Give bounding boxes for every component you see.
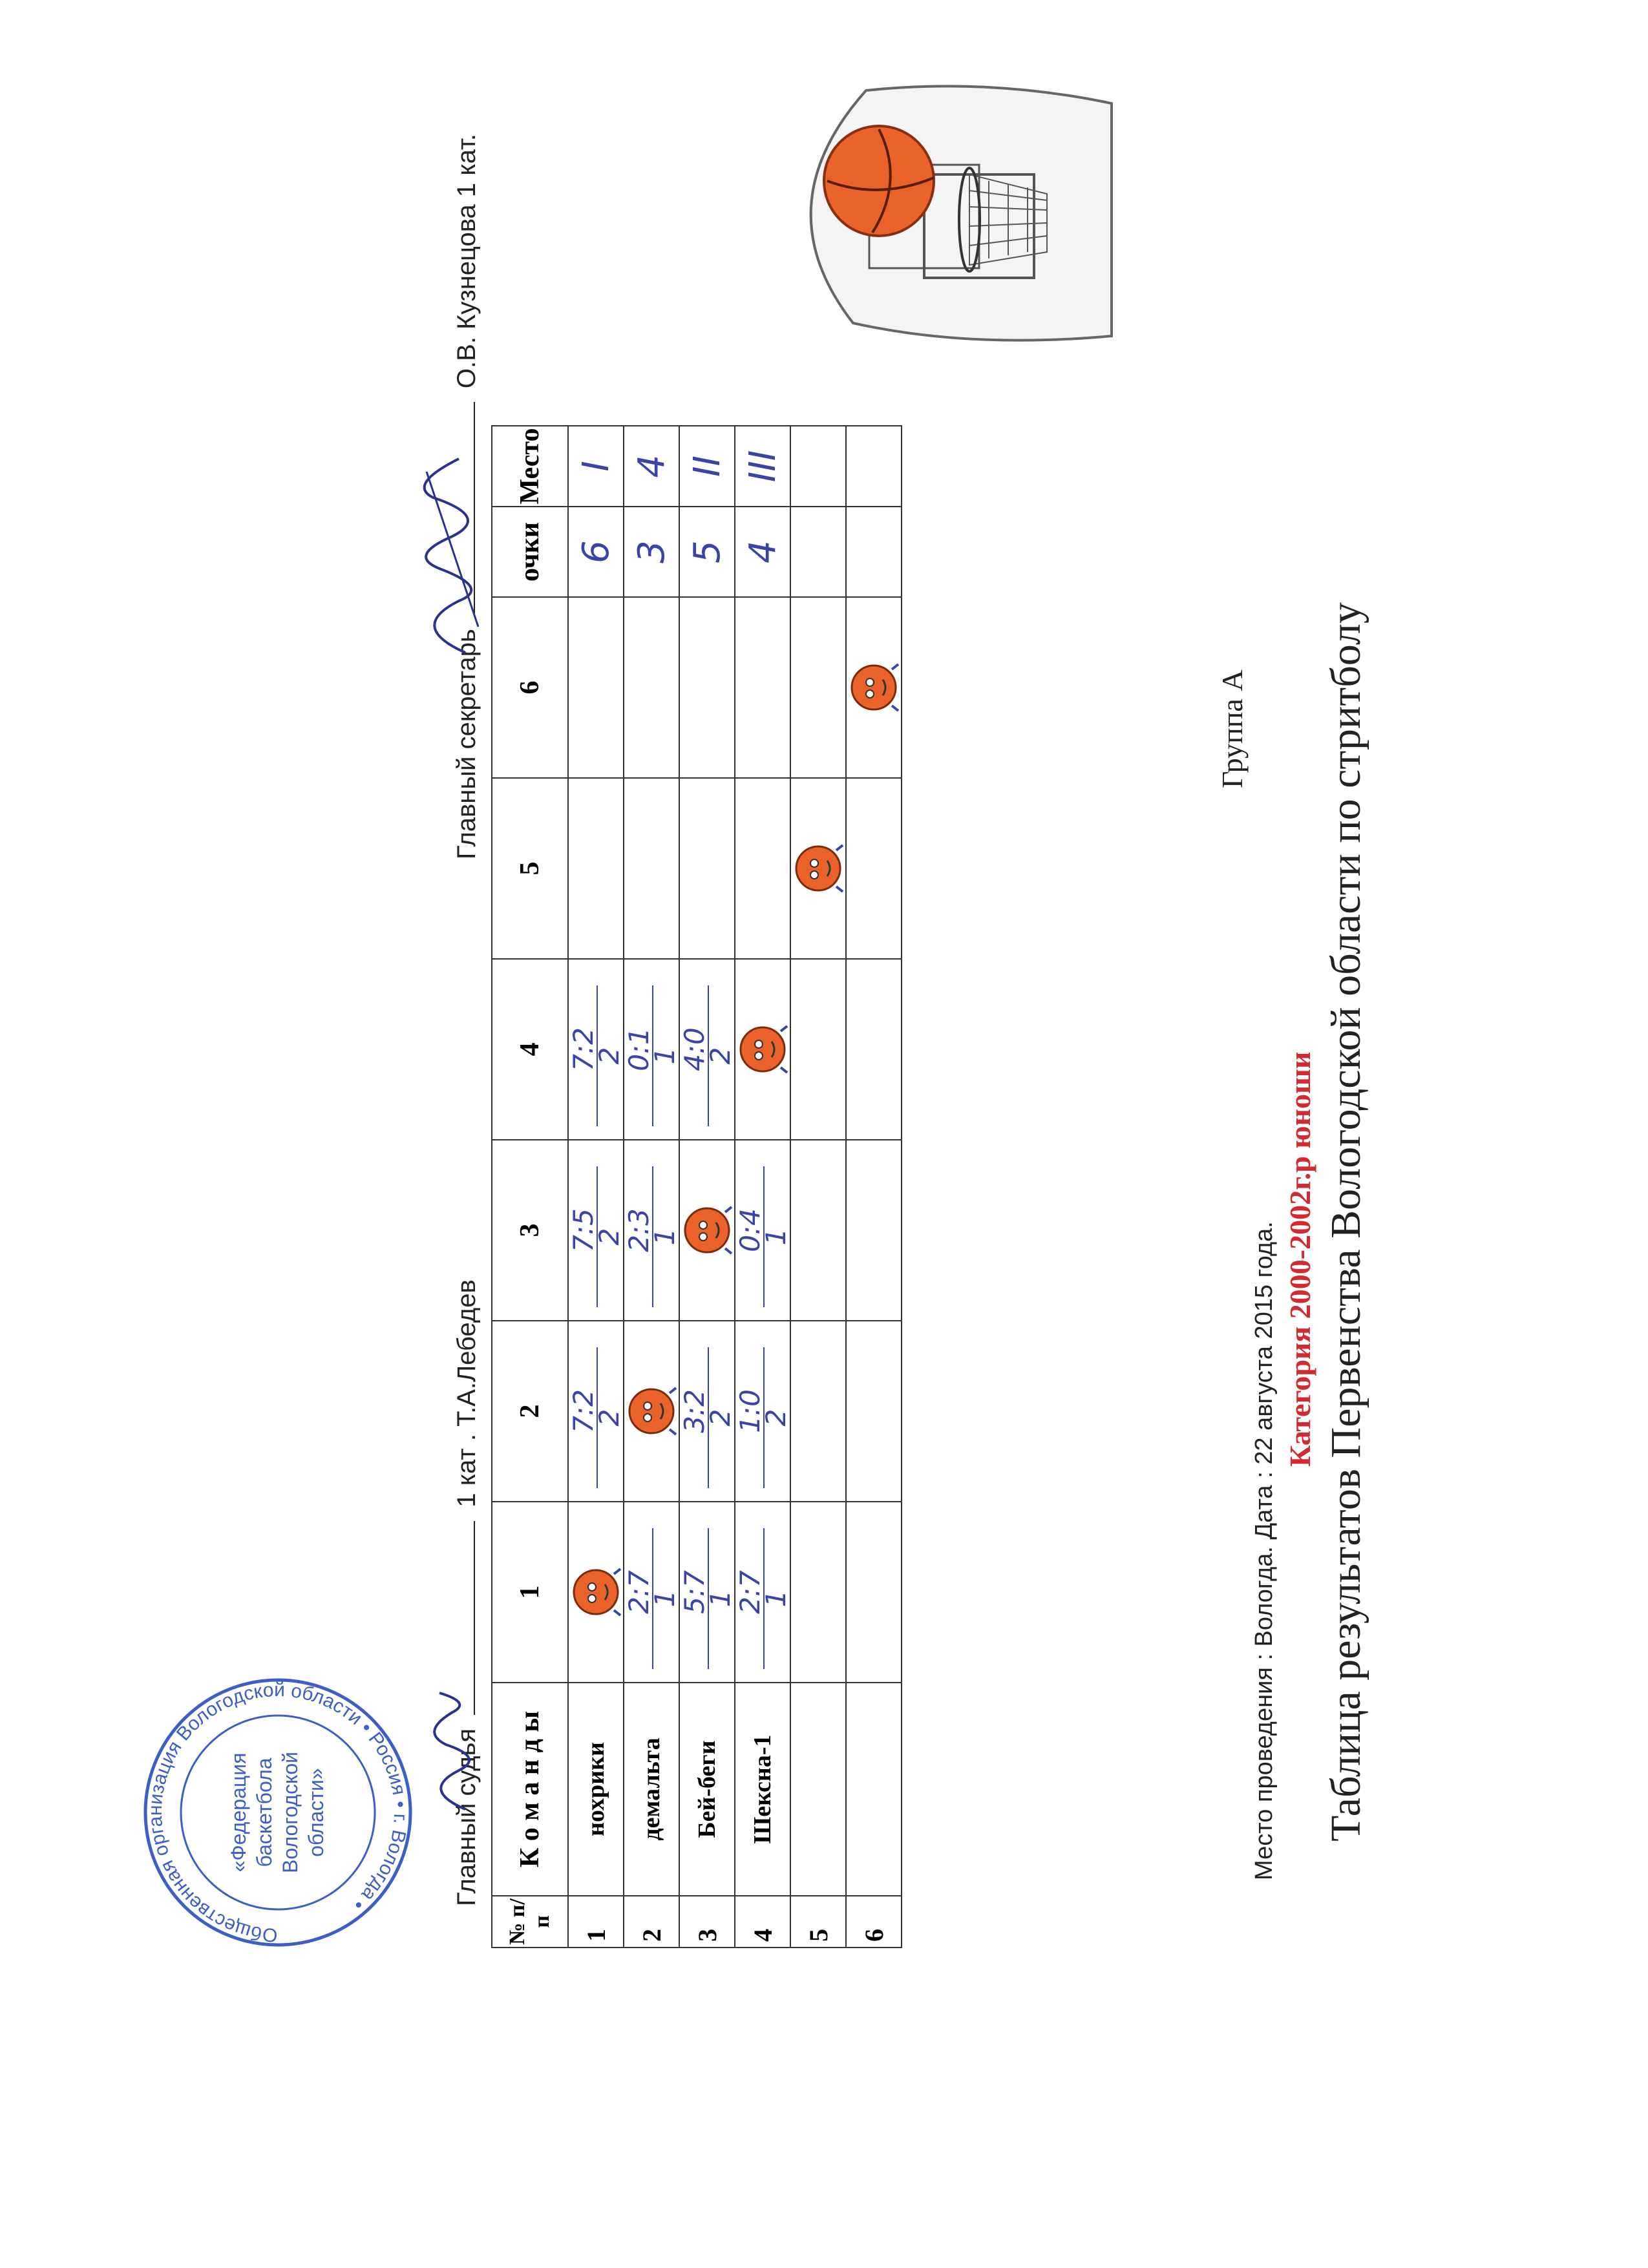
stamp-ring-text: Общественная организация Вологодской области • Россия • г. Вологда • bbox=[144, 1679, 412, 1946]
game-score: 7:2 bbox=[567, 1027, 599, 1071]
final-place bbox=[790, 426, 846, 507]
svg-text:Общественная организация Волог bbox=[145, 1679, 411, 1946]
empty-score-cell bbox=[624, 597, 679, 778]
venue-date-line: Место проведения : Вологда. Дата : 22 августа 2015 года. bbox=[1251, 1221, 1278, 1880]
game-score: 0:4 bbox=[734, 1208, 766, 1252]
team-name: демальта bbox=[624, 1683, 679, 1896]
final-place: 4 bbox=[624, 426, 679, 507]
federation-stamp bbox=[136, 1670, 420, 1955]
total-points: 4 bbox=[735, 507, 790, 597]
game-points: 1 bbox=[763, 1528, 788, 1669]
score-cell bbox=[624, 1140, 679, 1321]
basketball-mascot-icon bbox=[847, 598, 901, 777]
game-score: 0:1 bbox=[623, 1027, 655, 1071]
chief-secretary-label: Главный секретарь bbox=[452, 629, 481, 859]
total-points bbox=[846, 507, 902, 597]
empty-score-cell bbox=[735, 597, 790, 778]
stamp-line-2: баскетбола bbox=[253, 1758, 276, 1867]
team-name: Бей-беги bbox=[679, 1683, 735, 1896]
total-points bbox=[790, 507, 846, 597]
game-points: 1 bbox=[652, 1528, 677, 1669]
stamp-line-1: «Федерация bbox=[227, 1752, 250, 1873]
header-col-3: 3 bbox=[492, 1140, 568, 1321]
row-number: 6 bbox=[846, 1896, 902, 1948]
game-points: 1 bbox=[763, 1166, 788, 1307]
team-name: нохрики bbox=[568, 1683, 624, 1896]
final-place: I bbox=[568, 426, 624, 507]
score-cell bbox=[735, 1502, 790, 1683]
table-row bbox=[846, 426, 902, 1948]
header-teams: К о м а н д ы bbox=[492, 1683, 568, 1896]
diagonal-ball-cell bbox=[735, 959, 790, 1140]
game-score: 2:7 bbox=[623, 1570, 655, 1614]
score-cell bbox=[624, 959, 679, 1140]
basketball-mascot-icon bbox=[569, 1502, 623, 1682]
header-col-2: 2 bbox=[492, 1321, 568, 1502]
header-col-6: 6 bbox=[492, 597, 568, 778]
chief-judge-label: Главный судья bbox=[452, 1728, 481, 1906]
game-score: 2:7 bbox=[734, 1570, 766, 1614]
header-col-4: 4 bbox=[492, 959, 568, 1140]
empty-score-cell bbox=[846, 1502, 902, 1683]
game-points: 2 bbox=[763, 1347, 788, 1488]
empty-score-cell bbox=[679, 597, 735, 778]
game-score: 1:0 bbox=[734, 1389, 766, 1433]
score-cell bbox=[568, 1321, 624, 1502]
header-col-1: 1 bbox=[492, 1502, 568, 1683]
basketball-mascot-icon bbox=[791, 779, 845, 958]
basketball-mascot-icon bbox=[624, 1321, 679, 1501]
basketball-hoop-illustration bbox=[776, 65, 1137, 362]
empty-score-cell bbox=[679, 778, 735, 959]
table-row bbox=[735, 426, 790, 1948]
game-points: 1 bbox=[708, 1528, 732, 1669]
page-title: Таблица результатов Первенства Вологодской области по стритболу bbox=[1322, 602, 1369, 1842]
row-number: 4 bbox=[735, 1896, 790, 1948]
header-col-5: 5 bbox=[492, 778, 568, 959]
empty-score-cell bbox=[568, 778, 624, 959]
empty-score-cell bbox=[846, 959, 902, 1140]
final-place bbox=[846, 426, 902, 507]
game-score: 4:0 bbox=[679, 1027, 710, 1071]
header-num: № п/п bbox=[492, 1896, 568, 1948]
team-name: Шексна-1 bbox=[735, 1683, 790, 1896]
game-score: 5:7 bbox=[679, 1570, 710, 1614]
header-points: очки bbox=[492, 507, 568, 597]
score-cell bbox=[568, 1140, 624, 1321]
chief-secretary-signature bbox=[401, 446, 504, 666]
final-place: II bbox=[679, 426, 735, 507]
diagonal-ball-cell bbox=[679, 1140, 735, 1321]
row-number: 1 bbox=[568, 1896, 624, 1948]
row-number: 5 bbox=[790, 1896, 846, 1948]
diagonal-ball-cell bbox=[624, 1321, 679, 1502]
team-name bbox=[846, 1683, 902, 1896]
total-points: 5 bbox=[679, 507, 735, 597]
total-points: 6 bbox=[568, 507, 624, 597]
score-cell bbox=[735, 1321, 790, 1502]
stamp-line-4: области» bbox=[304, 1768, 328, 1857]
diagonal-ball-cell bbox=[568, 1502, 624, 1683]
empty-score-cell bbox=[846, 1321, 902, 1502]
results-table bbox=[491, 425, 902, 1948]
game-score: 2:3 bbox=[623, 1208, 655, 1252]
chief-judge-rank: 1 кат . Т.А.Лебедев bbox=[452, 1279, 481, 1507]
chief-judge-signature bbox=[414, 1686, 491, 1816]
chief-secretary-name: О.В. Кузнецова 1 кат. bbox=[452, 133, 481, 389]
game-score: 7:2 bbox=[567, 1389, 599, 1433]
score-cell bbox=[679, 1502, 735, 1683]
game-score: 3:2 bbox=[679, 1389, 710, 1433]
total-points: 3 bbox=[624, 507, 679, 597]
score-cell bbox=[679, 959, 735, 1140]
diagonal-ball-cell bbox=[846, 597, 902, 778]
diagonal-ball-cell bbox=[790, 778, 846, 959]
empty-score-cell bbox=[790, 1502, 846, 1683]
empty-score-cell bbox=[735, 778, 790, 959]
table-row bbox=[679, 426, 735, 1948]
group-label: Группа А bbox=[1216, 669, 1249, 788]
game-points: 2 bbox=[708, 985, 732, 1126]
basketball-mascot-icon bbox=[735, 960, 790, 1139]
score-cell bbox=[735, 1140, 790, 1321]
team-name bbox=[790, 1683, 846, 1896]
empty-score-cell bbox=[790, 1140, 846, 1321]
row-number: 3 bbox=[679, 1896, 735, 1948]
game-points: 1 bbox=[652, 1166, 677, 1307]
game-score: 7:5 bbox=[567, 1208, 599, 1252]
table-row bbox=[568, 426, 624, 1948]
empty-score-cell bbox=[846, 1140, 902, 1321]
game-points: 2 bbox=[597, 985, 621, 1126]
row-number: 2 bbox=[624, 1896, 679, 1948]
empty-score-cell bbox=[624, 778, 679, 959]
final-place: III bbox=[735, 426, 790, 507]
game-points: 2 bbox=[708, 1347, 732, 1488]
score-cell bbox=[568, 959, 624, 1140]
table-row bbox=[790, 426, 846, 1948]
empty-score-cell bbox=[790, 1321, 846, 1502]
game-points: 2 bbox=[597, 1166, 621, 1307]
score-cell bbox=[679, 1321, 735, 1502]
game-points: 2 bbox=[597, 1347, 621, 1488]
game-points: 1 bbox=[652, 985, 677, 1126]
category-label: Категория 2000-2002г.р юноши bbox=[1284, 1051, 1316, 1467]
stamp-line-3: Вологодской bbox=[279, 1751, 302, 1874]
empty-score-cell bbox=[846, 778, 902, 959]
empty-score-cell bbox=[790, 597, 846, 778]
basketball-mascot-icon bbox=[680, 1140, 734, 1320]
score-cell bbox=[624, 1502, 679, 1683]
header-place: Место bbox=[492, 426, 568, 507]
table-row bbox=[624, 426, 679, 1948]
empty-score-cell bbox=[790, 959, 846, 1140]
empty-score-cell bbox=[568, 597, 624, 778]
